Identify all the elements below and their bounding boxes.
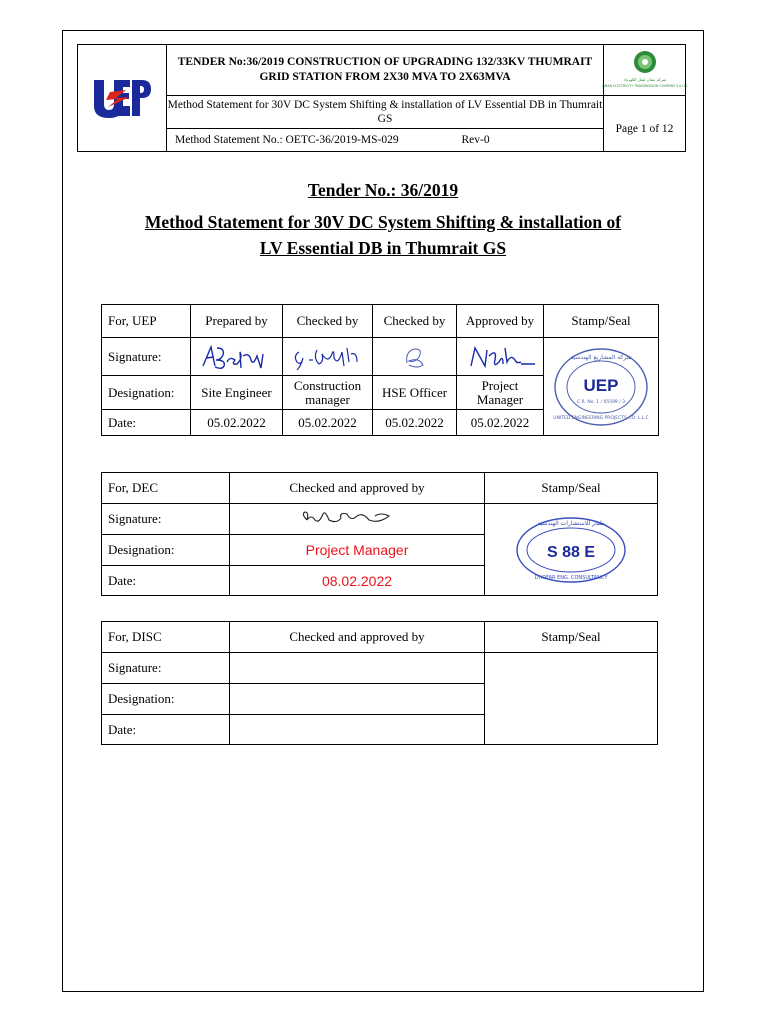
- header-cell: Prepared by: [191, 305, 283, 338]
- date-cell: 05.02.2022: [191, 410, 283, 436]
- row-label: Date:: [102, 410, 191, 436]
- row-label: Signature:: [102, 504, 230, 535]
- uep-logo: [78, 45, 167, 152]
- signature-construction-manager: [283, 338, 373, 376]
- disc-seal-cell: [485, 653, 658, 745]
- table-row: [102, 338, 659, 376]
- ms-subject: Method Statement for 30V DC System Shifting & installation of LV Essential DB in Thumrait GS: [167, 96, 604, 129]
- row-label: Date:: [102, 715, 230, 745]
- revision: Rev-0: [461, 134, 490, 146]
- designation-cell: Construction manager: [283, 376, 373, 410]
- ms-title-line1: Method Statement for 30V DC System Shifting & installation of: [144, 212, 622, 232]
- header-cell: Checked and approved by: [230, 622, 485, 653]
- row-label: Date:: [102, 566, 230, 596]
- dec-approval-table: [101, 472, 658, 596]
- row-label: Designation:: [102, 684, 230, 715]
- oetc-logo-icon: [601, 48, 688, 92]
- header-cell: Checked by: [373, 305, 457, 338]
- dec-seal: [485, 504, 658, 596]
- uep-stamp-icon: [551, 345, 651, 429]
- date-cell: 05.02.2022: [283, 410, 373, 436]
- document-header: [77, 44, 686, 152]
- signature-hse-officer: [373, 338, 457, 376]
- ms-number: Method Statement No.: OETC-36/2019-MS-029: [175, 134, 399, 146]
- uep-logo-icon: [92, 76, 152, 120]
- designation-cell: Project Manager: [457, 376, 544, 410]
- svg-text:DHOFAR ENG. CONSULTANCY: DHOFAR ENG. CONSULTANCY: [534, 574, 608, 581]
- disc-signature-cell: [230, 653, 485, 684]
- svg-text:OMAN ELECTRICITY TRANSMISSION: OMAN ELECTRICITY TRANSMISSION COMPANY S.A.O.C: [601, 84, 688, 88]
- header-cell: For, DEC: [102, 473, 230, 504]
- disc-designation-cell: [230, 684, 485, 715]
- header-cell: Stamp/Seal: [485, 622, 658, 653]
- tender-heading: Tender No.: 36/2019: [307, 180, 459, 200]
- svg-text:UNITED ENGINEERING PROJECTS CO: UNITED ENGINEERING PROJECTS CO. L.L.C: [553, 415, 649, 421]
- disc-date-cell: [230, 715, 485, 745]
- date-cell: 05.02.2022: [373, 410, 457, 436]
- dec-stamp-icon: [511, 507, 631, 593]
- svg-text:S 88 E: S 88 E: [546, 543, 596, 561]
- uep-approval-table: [101, 304, 659, 436]
- svg-text:UEP: UEP: [583, 375, 619, 395]
- page-number: Page 1 of 12: [604, 96, 686, 152]
- date-cell: 05.02.2022: [457, 410, 544, 436]
- dec-designation: Project Manager: [230, 535, 485, 566]
- header-cell: Checked and approved by: [230, 473, 485, 504]
- designation-cell: Site Engineer: [191, 376, 283, 410]
- header-cell: Checked by: [283, 305, 373, 338]
- tender-title: TENDER No:36/2019 CONSTRUCTION OF UPGRADING 132/33KV THUMRAIT GRID STATION FROM 2X30 MVA TO 2X63MVA: [167, 45, 604, 96]
- table-row: [102, 473, 658, 504]
- dec-date: 08.02.2022: [230, 566, 485, 596]
- row-label: Designation:: [102, 376, 191, 410]
- signature-dec-manager: [230, 504, 485, 535]
- disc-approval-table: [101, 621, 658, 745]
- header-cell: Stamp/Seal: [544, 305, 659, 338]
- signature-project-manager: [457, 338, 544, 376]
- uep-seal: [544, 338, 659, 436]
- table-row: [102, 653, 658, 684]
- header-cell: Approved by: [457, 305, 544, 338]
- table-row: [102, 305, 659, 338]
- row-label: Signature:: [102, 653, 230, 684]
- svg-text:شركة المشاريع الهندسية: شركة المشاريع الهندسية: [570, 353, 632, 361]
- table-row: [102, 504, 658, 535]
- header-cell: Stamp/Seal: [485, 473, 658, 504]
- oetc-logo: [601, 45, 688, 96]
- ms-reference: [167, 129, 604, 152]
- designation-cell: HSE Officer: [373, 376, 457, 410]
- svg-text:شركة عمان لنقل الكهرباء: شركة عمان لنقل الكهرباء: [623, 77, 666, 82]
- row-label: Signature:: [102, 338, 191, 376]
- svg-text:ظفار للاستشارات الهندسية: ظفار للاستشارات الهندسية: [537, 519, 605, 527]
- table-row: [102, 622, 658, 653]
- header-cell: For, UEP: [102, 305, 191, 338]
- header-cell: For, DISC: [102, 622, 230, 653]
- svg-text:C.R. No. 1 / 05599 / 3: C.R. No. 1 / 05599 / 3: [576, 399, 626, 405]
- row-label: Designation:: [102, 535, 230, 566]
- ms-title-line2: LV Essential DB in Thumrait GS: [259, 238, 507, 258]
- signature-site-engineer: [191, 338, 283, 376]
